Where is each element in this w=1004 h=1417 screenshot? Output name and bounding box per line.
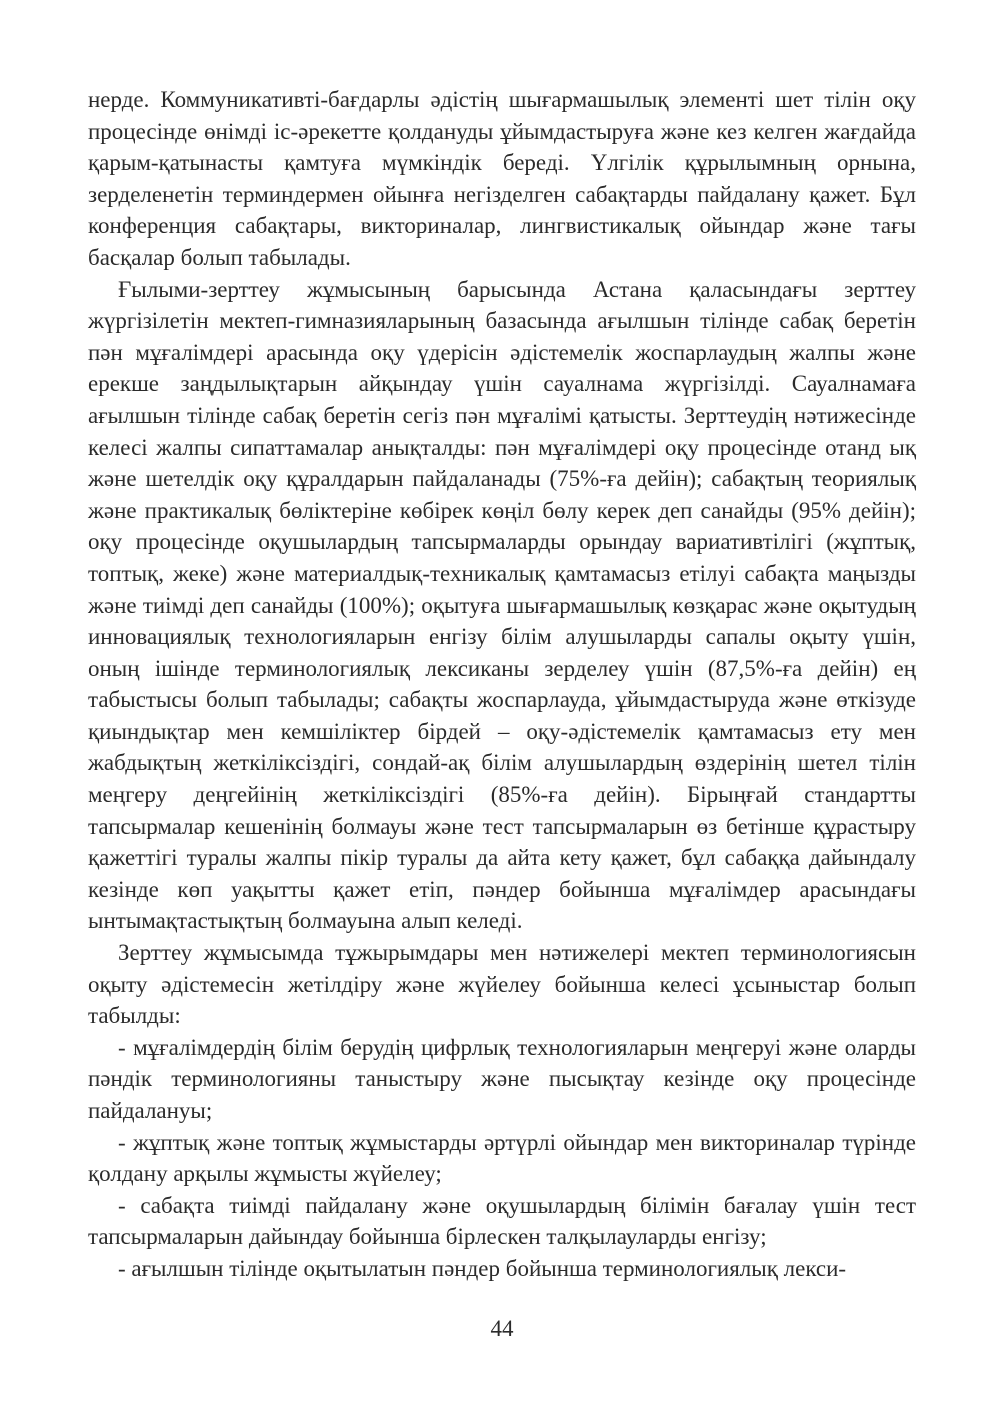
paragraph-continuation: нерде. Коммуникативті-бағдарлы әдістің шығармашылық элементі шет тілін оқу процесінде өнімді іс-әрекетте қолдануды ұйымдастыруға және кез келген жағдайда қарым-қатынасты қамтуға мүмкіндік береді. Үлгілік құрылымның орнына, зерделенетін терминдермен ойынға негізделген сабақтарды пайдалану қажет. Бұл конференция сабақтары, викториналар, лингвистикалық ойындар және тағы басқалар болып табылады. [88,87,916,270]
list-item-digital-technologies: - мұғалімдердің білім берудің цифрлық технологияларын меңгеруі және оларды пәндік терминологияны таныстыру және пысықтау кезінде оқу процесінде пайдалануы; [88,1034,916,1123]
paragraph-recommendations-intro: Зерттеу жұмысымда тұжырымдары мен нәтижелері мектеп терминологиясын оқыту әдістемесін жетілдіру және жүйелеу бойынша келесі ұсыныстар болып табылды: [88,940,916,1029]
page-number: 44 [490,1316,514,1341]
body-text [88,84,916,1285]
list-item-pair-group-work: - жұптық және топтық жұмыстарды әртүрлі ойындар мен викториналар түрінде қолдану арқылы жұмысты жүйелеу; [88,1129,916,1187]
paragraph-survey-results: Ғылыми-зерттеу жұмысының барысында Астана қаласындағы зерттеу жүргізілетін мектеп-гимназияларының базасында ағылшын тілінде сабақ беретін пән мұғалімдері арасында оқу үдерісін әдістемелік жоспарлаудың жалпы және ерекше заңдылықтарын айқындау үшін сауалнама жүргізілді. Сауалнамаға ағылшын тілінде сабақ беретін сегіз пән мұғалімі қатысты. Зерттеудің нәтижесінде келесі жалпы сипаттамалар анықталды: пән мұғалімдері оқу процесінде отанд ық және шетелдік оқу құралдарын пайдаланады (75%-ға дейін); сабақтың теориялық және практикалық бөліктеріне көбірек көңіл бөлу керек деп санайды (95% дейін); оқу процесінде оқушылардың тапсырмаларды орындау вариативтілігі (жұптық, топтық, жеке) және материалдық-техникалық қамтамасыз етілуі сабақта маңызды және тиімді деп санайды (100%); оқытуға шығармашылық көзқарас және оқытудың инновациялық технологияларын енгізу білім алушыларды сапалы оқыту үшін, оның ішінде терминологиялық лексиканы зерделеу үшін (87,5%-ға дейін) ең табыстысы болып табылады; сабақты жоспарлауда, ұйымдастыруда және өткізуде қиындықтар мен кемшіліктер бірдей – оқу-әдістемелік қамтамасыз ету мен жабдықтың жеткіліксіздігі, сондай-ақ білім алушылардың өздерінің шетел тілін меңгеру деңгейінің жеткіліксіздігі (85%-ға дейін). Бірыңғай стандартты тапсырмалар кешенінің болмауы және тест тапсырмаларын өз бетінше құрастыру қажеттігі туралы жалпы пікір туралы да айта кету қажет, бұл сабаққа дайындалу кезінде көп уақытты қажет етіп, пәндер бойынша мұғалімдер арасындағы ынтымақтастықтың болмауына алып келеді. [88,276,916,934]
list-item-terminology-lexicon: - ағылшын тілінде оқытылатын пәндер бойынша терминологиялық лекси- [118,1255,847,1281]
list-item-test-tasks: - сабақта тиімді пайдалану және оқушылардың білімін бағалау үшін тест тапсырмаларын дайындау бойынша бірлескен талқылауларды енгізу; [88,1192,916,1250]
